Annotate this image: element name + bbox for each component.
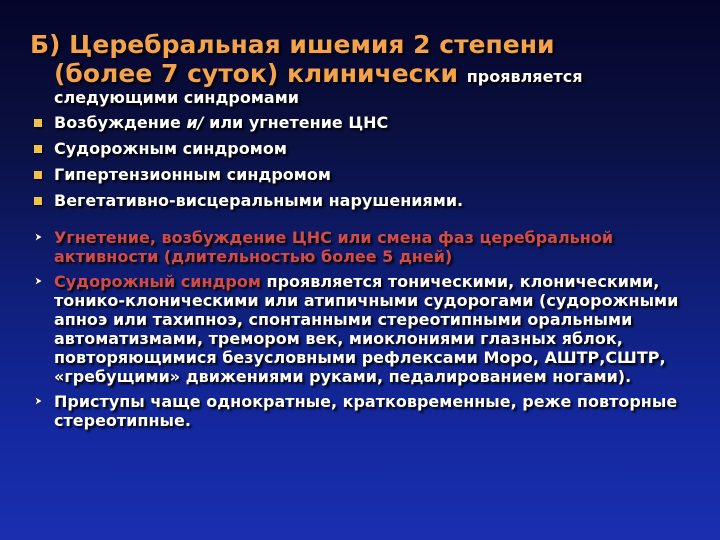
list-item-text: Гипертензионным синдромом [54,165,331,184]
list-item [34,392,694,430]
square-bullet-icon [34,145,42,153]
title-line-3: следующими синдромами [54,88,299,107]
slide-title [30,30,700,108]
arrow-bullet-icon [34,232,44,242]
list-item-text: проявляется тоническими, клоническими, тонико-клоническими или атипичными судорогами (судорожными апноэ или тахипноэ, спонтанными стереотипными оральными автоматизмами, тремором век, миоклониями глазных яблок, повторяющимися безусловными рефлексами Моро, АШТР,СШТР, «гребущими» движениями руками, педалированием ногами). [54,272,679,386]
list-item-mark: и/ [186,113,204,132]
list-item [34,188,694,214]
square-bullet-list [34,110,694,214]
list-item-text: Возбуждение [54,113,187,132]
list-item-highlight: Угнетение, возбуждение ЦНС или смена фаз церебральной активности (длительностью более 5 дней) [54,228,614,266]
title-highlight: (более 7 суток) клинически [54,59,458,88]
title-line-1: Б) Церебральная ишемия 2 степени [30,30,555,59]
list-item [34,228,694,266]
title-line-2 [30,59,700,88]
arrow-bullet-icon [34,276,44,286]
list-item-text: или угнетение ЦНС [203,113,389,132]
list-item [34,136,694,162]
square-bullet-icon [34,197,42,205]
list-item [34,110,694,136]
title-rest: проявляется [466,67,583,86]
arrow-bullet-list [34,228,694,436]
list-item-text: Судорожным синдромом [54,139,287,158]
list-item-highlight: Судорожный синдром [54,272,261,291]
list-item-text: Вегетативно-висцеральными нарушениями. [54,191,464,210]
list-item-text: Приступы чаще однократные, кратковременные, реже повторные стереотипные. [54,392,678,430]
square-bullet-icon [34,119,42,127]
list-item [34,162,694,188]
list-item [34,272,694,386]
square-bullet-icon [34,171,42,179]
arrow-bullet-icon [34,396,44,406]
